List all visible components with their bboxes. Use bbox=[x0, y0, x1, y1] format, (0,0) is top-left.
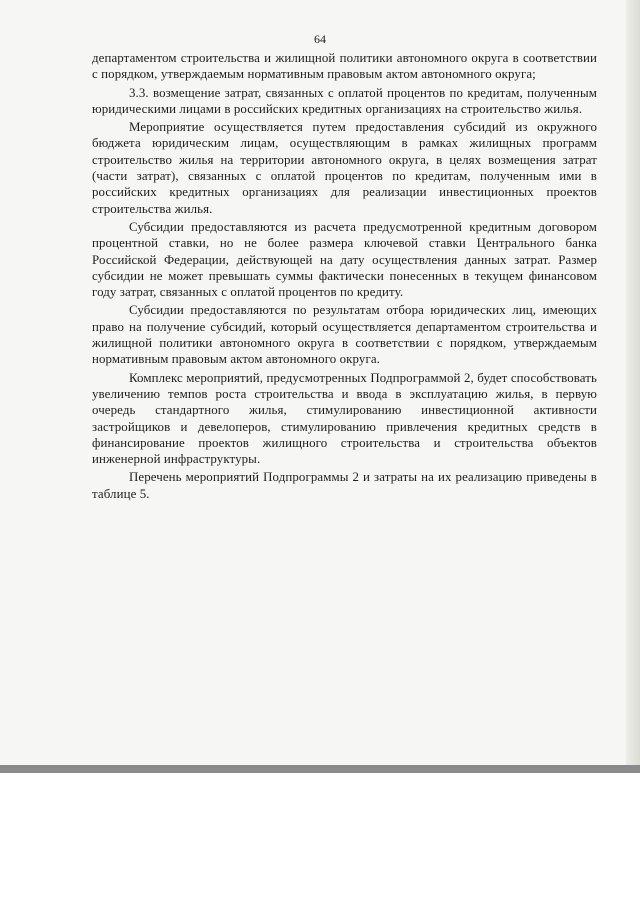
page-edge-shadow bbox=[626, 0, 640, 770]
paragraph-5: Субсидии предоставляются по результатам отбора юридических лиц, имеющих право на получение субсидий, который осуществляется департаментом строительства и жилищной политики автономного округа в соответствии с порядком, утверждаемым нормативным правовым актом автономного округа. bbox=[92, 303, 597, 367]
paragraph-1: департаментом строительства и жилищной политики автономного округа в соответствии с порядком, утверждаемым нормативным правовым актом автономного округа; bbox=[92, 51, 597, 82]
document-body bbox=[92, 50, 597, 504]
blank-margin bbox=[0, 773, 640, 905]
paragraph-6: Комплекс мероприятий, предусмотренных Подпрограммой 2, будет способствовать увеличению темпов роста строительства и ввода в эксплуатацию жилья, в первую очередь стандартного жилья, стимулированию инвестиционной активности застройщиков и девелоперов, стимулированию привлечения кредитных средств в финансирование проектов жилищного строительства и строительства объектов инженерной инфраструктуры. bbox=[92, 370, 597, 467]
scan-bottom-edge bbox=[0, 765, 640, 773]
paragraph-3: Мероприятие осуществляется путем предоставления субсидий из окружного бюджета юридическим лицам, осуществляющим в рамках жилищных программ строительство жилья на территории автономного округа, в целях возмещения затрат (части затрат), связанных с оплатой процентов по кредитам, полученным ими в российских кредитных организациях для реализации инвестиционных проектов строительства жилья. bbox=[92, 120, 597, 216]
paragraph-4: Субсидии предоставляются из расчета предусмотренной кредитным договором процентной ставки, но не более размера ключевой ставки Центрального банка Российской Федерации, действующей на дату осуществления данных затрат. Размер субсидии не может превышать суммы фактически понесенных в текущем финансовом году затрат, связанных с оплатой процентов по кредиту. bbox=[92, 219, 597, 300]
paragraph-2: 3.3. возмещение затрат, связанных с оплатой процентов по кредитам, полученным юридическими лицами в российских кредитных организациях на строительство жилья. bbox=[92, 85, 597, 116]
page-number: 64 bbox=[314, 32, 326, 46]
paragraph-7: Перечень мероприятий Подпрограммы 2 и затраты на их реализацию приведены в таблице 5. bbox=[92, 470, 597, 501]
